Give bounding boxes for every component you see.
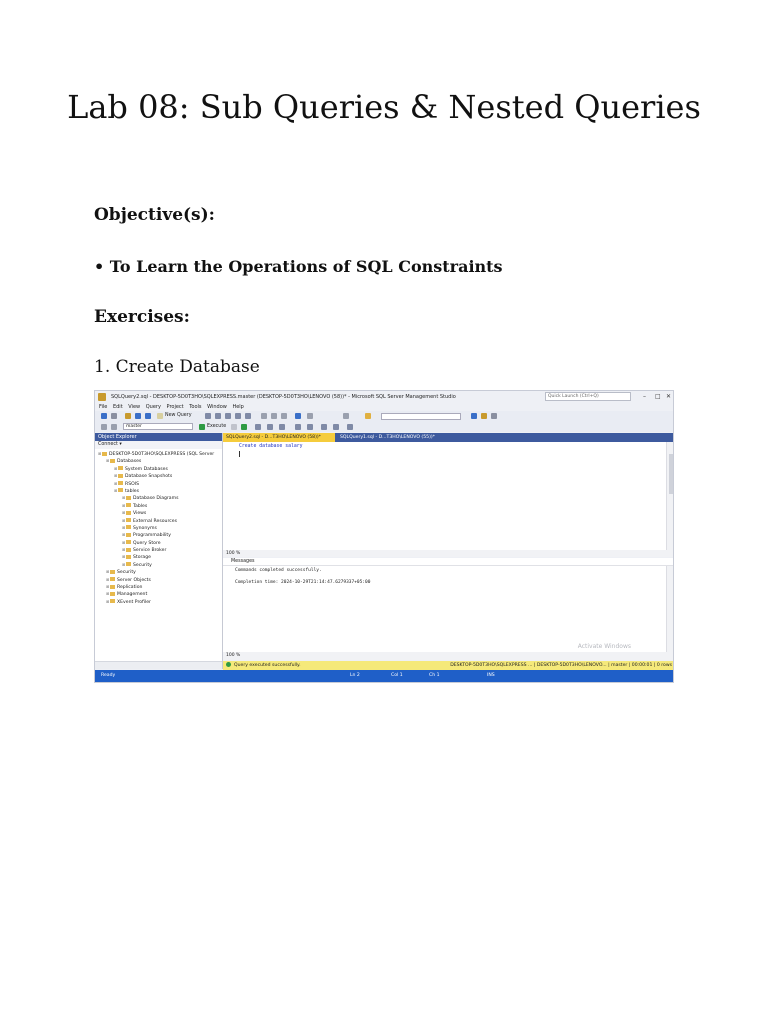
expand-icon[interactable]: ⊞: [122, 510, 126, 516]
copy-icon[interactable]: [271, 413, 277, 419]
ssms-app-icon: [98, 393, 106, 401]
menu-project[interactable]: Project: [166, 404, 184, 410]
expand-icon[interactable]: ⊞: [106, 598, 110, 604]
specify-values-icon[interactable]: [347, 424, 353, 430]
tree-node-label: External Resources: [133, 518, 177, 524]
menu-query[interactable]: Query: [145, 404, 161, 410]
folder-icon: [126, 518, 131, 522]
tree-node-label: Synonyms: [133, 525, 157, 531]
find-icon[interactable]: [365, 413, 371, 419]
save-icon[interactable]: [145, 413, 151, 419]
tree-node[interactable]: [95, 576, 222, 583]
db-engine-query-icon[interactable]: [205, 413, 211, 419]
analysis-query-icon[interactable]: [215, 413, 221, 419]
tree-node-label: Service Broker: [133, 548, 167, 554]
maximize-icon[interactable]: □: [655, 393, 661, 400]
tree-node-label: Storage: [133, 555, 151, 561]
ssms-screenshot: [94, 390, 674, 683]
tree-node-label: Replication: [117, 585, 143, 591]
execute-icon[interactable]: [199, 424, 205, 430]
redo-icon[interactable]: [307, 413, 313, 419]
tree-node[interactable]: [95, 539, 222, 546]
menu-view[interactable]: View: [128, 404, 141, 410]
tree-node-label: DESKTOP-5D0T3HO\SQLEXPRESS (SQL Server: [109, 452, 215, 457]
expand-icon[interactable]: ⊞: [122, 547, 126, 553]
step-create-database: 1. Create Database: [94, 357, 260, 377]
tree-node[interactable]: [95, 517, 222, 524]
tree-node-label: Programmability: [133, 533, 171, 539]
tree-node[interactable]: [95, 494, 222, 501]
folder-icon: [118, 481, 123, 485]
expand-icon[interactable]: ⊞: [114, 473, 118, 479]
expand-icon[interactable]: ⊞: [122, 502, 126, 508]
toolbox-icon[interactable]: [481, 413, 487, 419]
new-query-icon[interactable]: [157, 413, 163, 419]
object-tree: [95, 450, 222, 605]
tree-node-label: Query Store: [133, 540, 161, 546]
messages-scrollbar[interactable]: [666, 566, 674, 652]
results-to-file-icon[interactable]: [279, 424, 285, 430]
open-icon[interactable]: [135, 413, 141, 419]
expand-icon[interactable]: ⊞: [106, 584, 110, 590]
folder-icon: [126, 548, 131, 552]
database-select[interactable]: master: [123, 423, 193, 430]
forward-icon[interactable]: [111, 413, 117, 419]
find-combo[interactable]: [381, 413, 461, 420]
expand-icon[interactable]: ⊞: [114, 465, 118, 471]
tree-node[interactable]: [95, 487, 222, 494]
tree-node[interactable]: [95, 583, 222, 590]
close-icon[interactable]: ✕: [666, 393, 672, 400]
tree-node[interactable]: [95, 590, 222, 597]
mdx-query-icon[interactable]: [225, 413, 231, 419]
tree-node[interactable]: [95, 553, 222, 560]
tree-node-label: Database Diagrams: [133, 496, 179, 502]
folder-icon: [126, 533, 131, 537]
connect-dropdown[interactable]: Connect ▾: [95, 441, 222, 449]
menu-tools[interactable]: Tools: [189, 404, 202, 410]
properties-icon[interactable]: [471, 413, 477, 419]
success-check-icon: [226, 662, 231, 667]
folder-icon: [126, 511, 131, 515]
message-line: Commands completed successfully.: [235, 568, 322, 573]
parse-icon[interactable]: [241, 424, 247, 430]
connect-icon[interactable]: [101, 424, 107, 430]
editor-scroll-thumb[interactable]: [669, 454, 674, 494]
expand-icon[interactable]: ⊞: [122, 539, 126, 545]
messages-zoom[interactable]: 100 %: [223, 652, 674, 660]
outdent-icon[interactable]: [333, 424, 339, 430]
window-title: SQLQuery2.sql - DESKTOP-5D0T3HO\SQLEXPRESS.master (DESKTOP-5D0T3HO\LENOVO (58))* - Microsoft SQL Server Management Studio: [111, 394, 456, 400]
xmla-query-icon[interactable]: [245, 413, 251, 419]
expand-icon[interactable]: ⊞: [114, 487, 118, 493]
object-explorer-scrollbar[interactable]: [95, 661, 222, 669]
message-line: Completion time: 2024-10-29T21:14:47.6279337+05:00: [235, 580, 371, 585]
comment-icon[interactable]: [295, 424, 301, 430]
menu-file[interactable]: File: [99, 404, 108, 410]
tree-node-label: Views: [133, 511, 147, 517]
folder-icon: [126, 555, 131, 559]
tree-node[interactable]: [95, 598, 222, 605]
indent-icon[interactable]: [321, 424, 327, 430]
expand-icon[interactable]: ⊞: [98, 451, 102, 456]
tree-node[interactable]: [95, 524, 222, 531]
tree-node[interactable]: [95, 472, 222, 479]
tree-node[interactable]: [95, 502, 222, 509]
sql-editor-toolbar: [95, 422, 673, 432]
folder-icon: [118, 474, 123, 478]
folder-icon: [126, 540, 131, 544]
menu-help[interactable]: Help: [232, 404, 244, 410]
document-tabs: [223, 433, 674, 442]
undo-icon[interactable]: [295, 413, 301, 419]
window-titlebar: [95, 391, 673, 403]
tree-node-label: Database Snapshots: [125, 474, 173, 480]
execute-button[interactable]: Execute: [207, 424, 227, 429]
tree-node-label: Databases: [117, 459, 142, 465]
expand-icon[interactable]: ⊞: [122, 554, 126, 560]
status-ch: Ch 1: [429, 673, 440, 678]
menu-edit[interactable]: Edit: [112, 404, 123, 410]
expand-icon[interactable]: ⊞: [106, 591, 110, 597]
messages-pane: [223, 566, 674, 652]
text-caret: [239, 451, 240, 457]
tree-node-label: Security: [117, 570, 136, 576]
status-line: Ln 2: [350, 673, 360, 678]
tab-sqlquery2[interactable]: SQLQuery2.sql - D...T3HO\LENOVO (58))*: [223, 433, 335, 442]
quick-launch-input[interactable]: Quick Launch (Ctrl+Q): [545, 392, 631, 401]
tree-node-label: tables: [125, 488, 140, 494]
uncomment-icon[interactable]: [307, 424, 313, 430]
tree-node[interactable]: [95, 465, 222, 472]
object-explorer-panel: [95, 433, 223, 669]
folder-icon: [110, 585, 115, 589]
tree-node-label: XEvent Profiler: [117, 599, 151, 605]
tree-node[interactable]: [95, 480, 222, 487]
expand-icon[interactable]: ⊞: [106, 458, 110, 464]
tree-node-label: Tables: [133, 503, 148, 509]
expand-icon[interactable]: ⊞: [122, 495, 126, 501]
folder-icon: [110, 592, 115, 596]
expand-icon[interactable]: ⊞: [114, 480, 118, 486]
new-project-icon[interactable]: [125, 413, 131, 419]
tree-node-label: Management: [117, 592, 148, 598]
folder-icon: [110, 599, 115, 603]
solution-explorer-icon[interactable]: [343, 413, 349, 419]
activate-windows-watermark: Activate Windows: [577, 643, 631, 650]
exercises-heading: Exercises:: [94, 307, 190, 327]
folder-icon: [110, 570, 115, 574]
folder-icon: [118, 488, 123, 492]
messages-tab[interactable]: Messages: [223, 558, 674, 566]
page-title: Lab 08: Sub Queries & Nested Queries: [67, 88, 701, 126]
results-to-grid-icon[interactable]: [267, 424, 273, 430]
expand-icon[interactable]: ⊞: [122, 524, 126, 530]
tree-node-label: Security: [133, 562, 152, 568]
change-connection-icon[interactable]: [111, 424, 117, 430]
new-query-button[interactable]: New Query: [165, 413, 192, 418]
folder-icon: [126, 525, 131, 529]
menu-window[interactable]: Window: [207, 404, 227, 410]
back-icon[interactable]: [101, 413, 107, 419]
status-bar: [95, 670, 673, 683]
folder-icon: [126, 503, 131, 507]
tree-node[interactable]: [95, 450, 222, 457]
tree-node-label: Server Objects: [117, 577, 151, 583]
query-text[interactable]: Create database salary: [239, 444, 303, 449]
tree-node[interactable]: [95, 546, 222, 553]
cut-icon[interactable]: [261, 413, 267, 419]
minimize-icon[interactable]: –: [643, 393, 646, 400]
tree-node[interactable]: [95, 531, 222, 538]
status-ins: INS: [487, 673, 495, 678]
expand-icon[interactable]: ⊞: [122, 561, 126, 567]
tree-node[interactable]: [95, 561, 222, 568]
objective-bullet: • To Learn the Operations of SQL Constraints: [94, 257, 503, 276]
folder-icon: [126, 496, 131, 500]
folder-icon: [126, 562, 131, 566]
folder-icon: [118, 466, 123, 470]
results-to-text-icon[interactable]: [255, 424, 261, 430]
tree-node[interactable]: [95, 568, 222, 575]
status-ready: Ready: [101, 673, 116, 678]
expand-icon[interactable]: ⊞: [122, 532, 126, 538]
status-col: Col 1: [391, 673, 403, 678]
expand-icon[interactable]: ⊞: [106, 576, 110, 582]
dmx-query-icon[interactable]: [235, 413, 241, 419]
object-explorer-title: Object Explorer: [95, 433, 222, 441]
query-editor[interactable]: [223, 442, 674, 550]
expand-icon[interactable]: ⊞: [122, 517, 126, 523]
objective-heading: Objective(s):: [94, 205, 215, 225]
expand-icon[interactable]: ⊞: [106, 569, 110, 575]
folder-icon: [110, 577, 115, 581]
folder-icon: [102, 452, 107, 456]
menu-bar: [95, 403, 673, 411]
query-status-bar: [223, 661, 674, 670]
editor-zoom[interactable]: 100 %: [223, 550, 674, 557]
paste-icon[interactable]: [281, 413, 287, 419]
query-status-text: Query executed successfully.: [234, 663, 301, 668]
tree-node-label: RSOIS: [125, 481, 139, 487]
stop-icon[interactable]: [231, 424, 237, 430]
folder-icon: [110, 459, 115, 463]
connection-info: DESKTOP-5D0T3HO\SQLEXPRESS ... | DESKTOP-5D0T3HO\LENOVO... | master | 00:00:01 | 0 rows: [450, 663, 672, 668]
tree-node[interactable]: [95, 457, 222, 464]
tree-node[interactable]: [95, 509, 222, 516]
tree-node-label: System Databases: [125, 466, 168, 472]
tab-sqlquery1[interactable]: SQLQuery1.sql - D...T3HO\LENOVO (55))*: [340, 435, 435, 440]
options-icon[interactable]: [491, 413, 497, 419]
editor-scrollbar[interactable]: [666, 442, 674, 550]
